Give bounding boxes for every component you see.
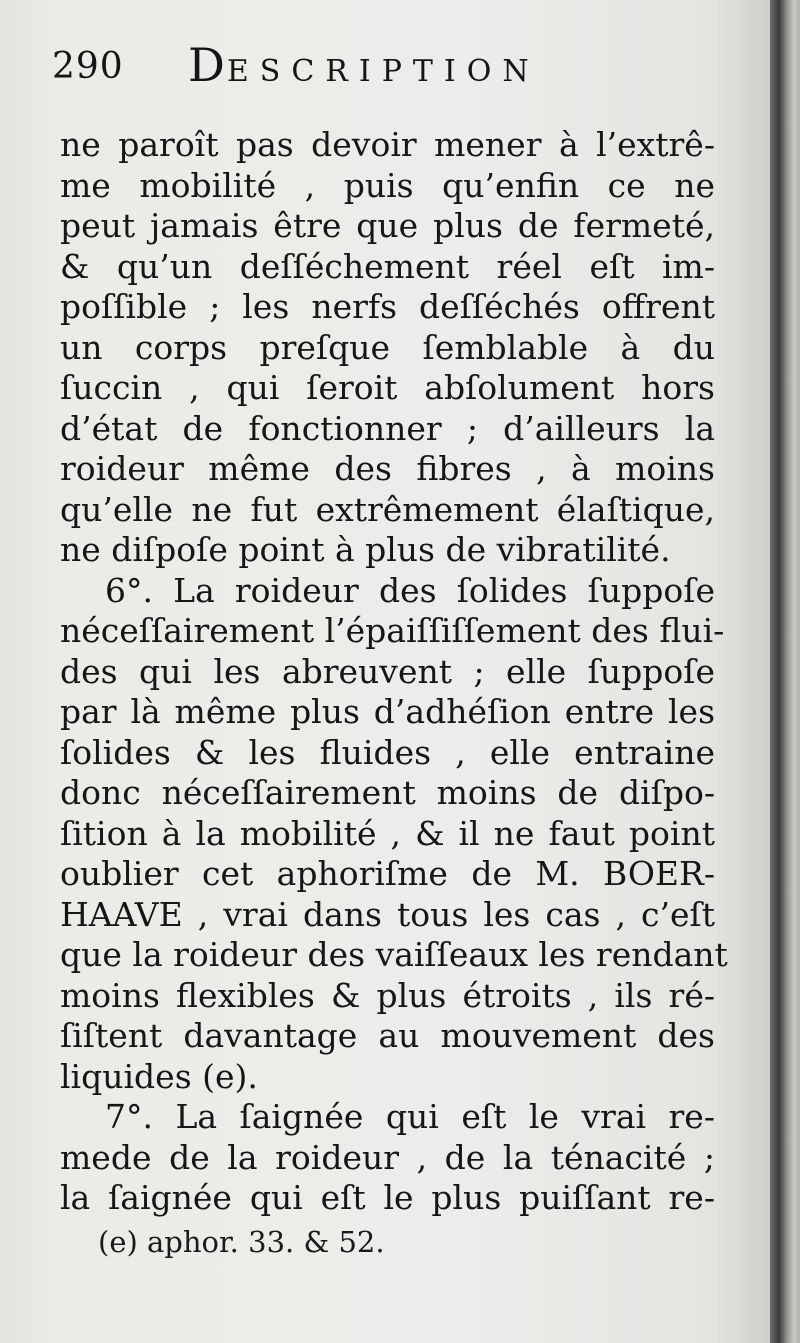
- text-line: mede de la roideur , de la ténacité ;: [60, 1137, 715, 1177]
- text-line: d’état de fonctionner ; d’ailleurs la: [60, 408, 715, 448]
- text-line: poſſible ; les nerfs deſſéchés offrent: [60, 287, 715, 326]
- text-line: peut jamais être que plus de fermeté,: [60, 206, 715, 245]
- page-number: 290: [52, 46, 124, 87]
- text-line: 7°. La ſaignée qui eſt le vrai re-: [105, 1097, 715, 1136]
- text-line: & qu’un deſſéchement réel eſt im-: [60, 246, 715, 286]
- running-title-rest: ESCRIPTION: [226, 54, 540, 89]
- text-line: donc néceſſairement moins de diſpo-: [60, 773, 715, 812]
- page-edge-shadow: [770, 0, 800, 1343]
- text-line: ſition à la mobilité , & il ne faut point: [60, 813, 715, 853]
- text-line: que la roideur des vaiſſeaux les rendant: [60, 935, 728, 974]
- text-line: ne paroît pas devoir mener à l’extrê-: [60, 125, 715, 164]
- text-line: ne diſpoſe point à plus de vibratilité.: [60, 530, 671, 569]
- body-text: [60, 125, 728, 1219]
- text-line: qu’elle ne fut extrêmement élaſtique,: [60, 489, 715, 529]
- text-line: moins flexibles & plus étroits , ils ré-: [60, 975, 715, 1015]
- text-line: oublier cet aphoriſme de M. BOER-: [60, 854, 715, 893]
- footnote: (e) aphor. 33. & 52.: [98, 1225, 385, 1259]
- text-line: roideur même des fibres , à moins: [60, 449, 715, 488]
- text-line: néceſſairement l’épaiſſiſſement des flui-: [60, 611, 725, 650]
- text-line: des qui les abreuvent ; elle ſuppoſe: [60, 651, 715, 691]
- running-title-initial: D: [188, 38, 227, 92]
- text-line: par là même plus d’adhéſion entre les: [60, 692, 715, 731]
- text-line: HAAVE , vrai dans tous les cas , c’eſt: [60, 894, 715, 934]
- text-line: ſiſtent davantage au mouvement des: [60, 1016, 715, 1055]
- text-line: me mobilité , puis qu’enfin ce ne: [60, 165, 715, 205]
- running-header: [52, 38, 692, 98]
- text-line: ſolides & les fluides , elle entraine: [60, 732, 715, 772]
- text-line: ſuccin , qui ſeroit abſolument hors: [60, 368, 715, 407]
- text-line: liquides (e).: [60, 1056, 258, 1096]
- text-line: 6°. La roideur des ſolides ſuppoſe: [105, 570, 715, 610]
- text-line: la ſaignée qui eſt le plus puiſſant re-: [60, 1178, 715, 1217]
- running-title: [188, 38, 540, 92]
- text-line: un corps preſque ſemblable à du: [60, 327, 715, 367]
